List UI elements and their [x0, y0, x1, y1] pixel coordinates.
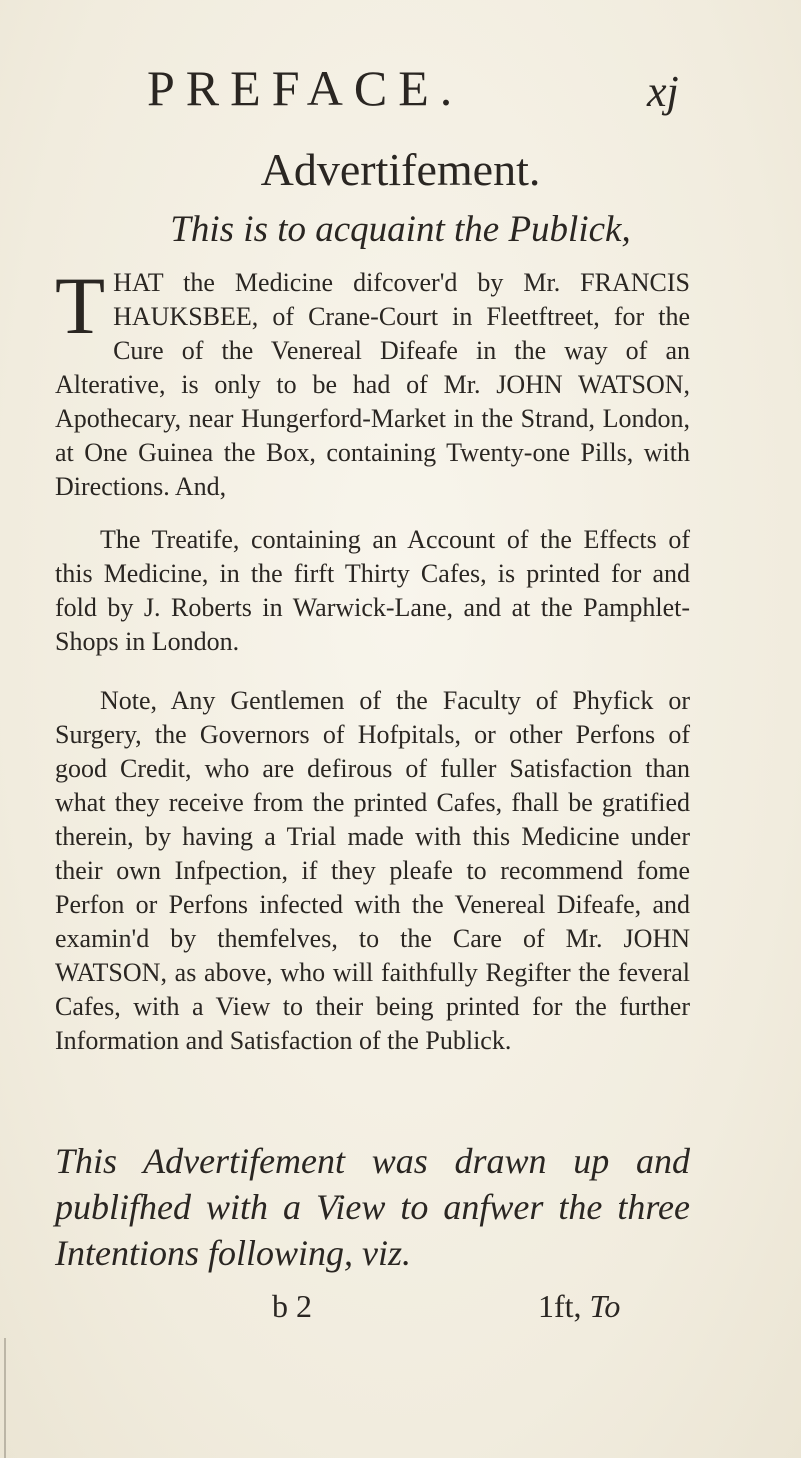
page-number: xj [647, 67, 679, 116]
paragraph-treatise: The Treatife, containing an Account of the Effects of this Medicine, in the firft Thirty Cafes, is printed for and fold by J. Roberts in Warwick-Lane, and at the Pamphlet-Shops in London. [55, 525, 690, 656]
paragraph-medicine [55, 260, 690, 504]
catchword-number: 1ft, [538, 1288, 582, 1324]
catchword-word: To [589, 1288, 621, 1324]
section-subheading: This is to acquaint the Publick, [170, 209, 631, 250]
running-title: PREFACE. [147, 60, 464, 116]
advertisement-body [55, 260, 690, 1058]
page-edge-line [4, 1338, 6, 1458]
catchword [538, 1288, 620, 1325]
paragraph-note: Note, Any Gentlemen of the Faculty of Phyfick or Surgery, the Governors of Hofpitals, or other Perfons of good Credit, who are defirous of fuller Satisfaction than what they receive from the printed Cafes, fhall be gratified therein, by having a Trial made with this Medicine under their own Infpection, if they pleafe to recommend fome Perfon or Perfons infected with the Venereal Difeafe, and examin'd by themfelves, to the Care of Mr. JOHN WATSON, as above, who will faithfully Regifter the feveral Cafes, with a View to their being printed for the further Information and Satisfaction of the Publick. [55, 686, 690, 1055]
page-header [147, 58, 707, 118]
paragraph-medicine-text: HAT the Medicine difcover'd by Mr. FRANCIS HAUKSBEE, of Crane-Court in Fleetftreet, for the Cure of the Venereal Difeafe in the way of an Alterative, is only to be had of Mr. JOHN WATSON, Apothecary, near Hungerford-Market in the Strand, London, at One Guinea the Box, containing Twenty-one Pills, with Directions. And, [55, 268, 690, 501]
closing-statement: This Advertifement was drawn up and publifhed with a View to anfwer the three Intentions following, viz. [55, 1141, 690, 1273]
signature-mark: b 2 [272, 1288, 312, 1324]
page-footer [0, 1288, 801, 1338]
drop-cap: T [55, 260, 106, 351]
section-heading: Advertifement. [260, 144, 541, 195]
